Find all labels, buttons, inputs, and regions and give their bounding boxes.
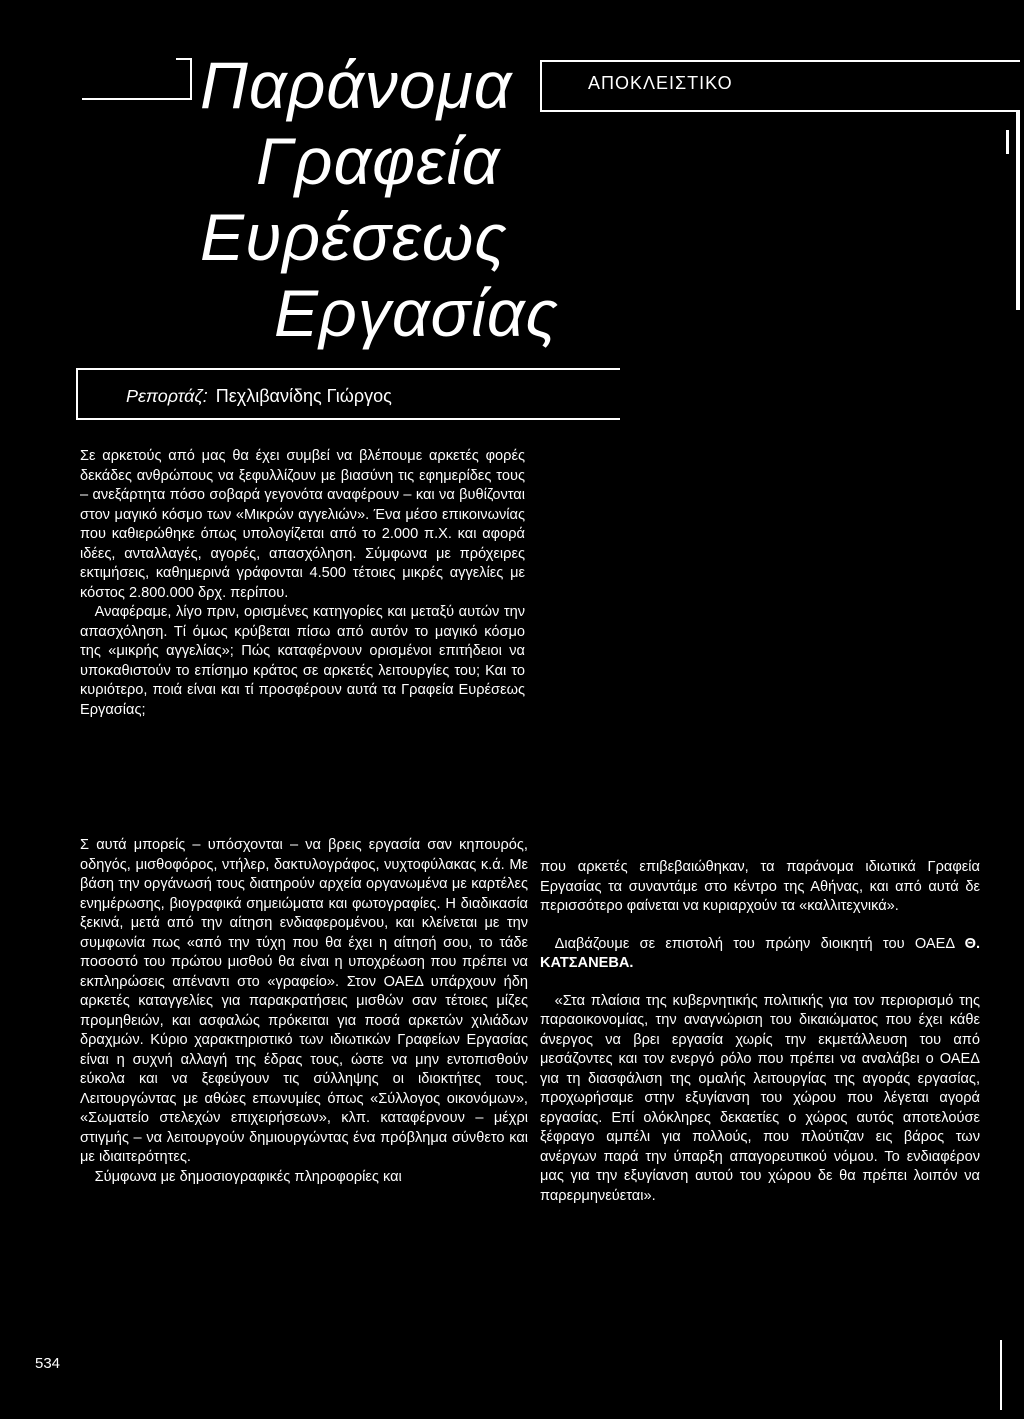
left-paragraph-1: Σ αυτά μπορείς – υπόσχονται – να βρεις εργασία σαν κηπουρός, οδηγός, μισθοφόρος, ντήλερ, δακτυλογράφος, νυχτοφύλακας κ.ά. Με βάση την οργάνωσή τους διατηρούν αρχεία οργανωμένα με καρτέλες ενημέρωσης, βιογραφικά σημειώματα και φωτογραφίες. Η διαδικασία ξεκινά, μετά από την αίτηση ενδιαφερομένου, και κλείνεται με την συμφωνία πως «από την τύχη που θα έχει η αίτησή σου, το τάδε ποσοστό του πρώτου μισθού θα είναι η υποχρέωση που πρέπει να εκπληρώσεις απέναντι στο «γραφείο». Στον ΟΑΕΔ υπάρχουν ήδη αρκετές καταγγελίες για παρακρατήσεις μισθών σαν τέτοιες μίζες προμηθειών, και ασφαλώς πρόκειται για ποσά αρκετών χιλιάδων δραχμών. Κύριο χαρακτηριστικό των ιδιωτικών Γραφείων Εργασίας είναι η συχνή αλλαγή της έδρας τους, ώστε να μην εντοπισθούν εύκολα και να ξεφεύγουν τις σύλληψης οι ιδιοκτήτες τους. Λειτουργώντας με αθώες επωνυμίες όπως «Σύλλογος οικονόμων», «Σωματείο στελεχών επιχειρήσεων», κλπ. καταφέρνουν – μέχρι στιγμής – να λειτουργούν δημιουργώντας ένα πρόβλημα σύνθετο και με ιδιαιτερότητες. bbox=[80, 837, 528, 1165]
left-paragraph-2: Σύμφωνα με δημοσιογραφικές πληροφορίες και bbox=[94, 1168, 402, 1185]
headline-line-3: Ευρέσεως bbox=[200, 200, 508, 274]
byline-author: Πεχλιβανίδης Γιώργος bbox=[215, 386, 392, 406]
bottom-rule bbox=[1000, 1340, 1002, 1410]
title-rule bbox=[82, 98, 190, 100]
edge-bar bbox=[1016, 110, 1020, 310]
right-paragraph-3: «Στα πλαίσια της κυβερνητικής πολιτικής για τον περιορισμό της παραοικονομίας, την αναγνώριση του δικαιώματος που έχει κάθε άνεργος να βρει εργασία χωρίς την εκμετάλλευση του από μεσάζοντες και τον ενεργό ρόλο που πρέπει να αναλάβει ο ΟΑΕΔ για τη διασφάλιση της ομαλής λειτουργίας της αγοράς εργασίας, προχωρήσαμε στην εξυγίανση του χώρου που λέγεται αγορά εργασίας. Επί ολόκληρες δεκαετίες ο χώρος αυτός αποτελούσε ξέφραγο αμπέλι για πολλούς, που πλούτιζαν εις βάρος των ανέργων παρά την ύπαρξη απαγορευτικού νόμου. Το ενδιαφέρον μας για την εξυγίανση αυτού του χώρου δε θα πρέπει λοιπόν να παρερμηνεύεται». bbox=[540, 992, 980, 1204]
headline-line-1: Παράνομα bbox=[200, 48, 513, 122]
intro-text bbox=[80, 447, 525, 720]
letter-author: Θ. ΚΑΤΣΑΝΕΒΑ. bbox=[540, 935, 980, 971]
exclusive-label: ΑΠΟΚΛΕΙΣΤΙΚΟ bbox=[588, 73, 733, 93]
headline-line-4: Εργασίας bbox=[274, 276, 559, 350]
title-bracket bbox=[176, 58, 192, 100]
page-number: 534 bbox=[35, 1355, 61, 1372]
left-column bbox=[80, 836, 528, 1187]
intro-paragraph-2: Αναφέραμε, λίγο πριν, ορισμένες κατηγορίες και μεταξύ αυτών την απασχόληση. Τί όμως κρύβεται πίσω από αυτόν το μαγικό κόσμο της «μικρής αγγελίας»; Πώς καταφέρνουν ορισμένοι επιτήδειοι να υποκαθιστούν το επίσημο κράτος σε αρκετές λειτουργίες του; Και το κυριότερο, ποιά είναι και τί προσφέρουν αυτά τα Γραφεία Ευρέσεως Εργασίας; bbox=[80, 604, 525, 718]
byline-label: Ρεπορτάζ: bbox=[126, 386, 208, 406]
edge-tick bbox=[1006, 130, 1009, 154]
right-paragraph-1: που αρκετές επιβεβαιώθηκαν, τα παράνομα ιδιωτικά Γραφεία Εργασίας τα συναντάμε στο κέντρο της Αθήνας, και από αυτά δε περισσότερο φαίνεται να κυριαρχούν τα «καλλιτεχνικά». bbox=[540, 859, 980, 914]
headline-line-2: Γραφεία bbox=[256, 124, 501, 198]
letter-intro: Διαβάζουμε σε επιστολή του πρώην διοικητή του ΟΑΕΔ bbox=[554, 935, 965, 952]
right-column bbox=[540, 858, 980, 1224]
byline bbox=[126, 386, 392, 407]
intro-paragraph-1: Σε αρκετούς από μας θα έχει συμβεί να βλέπουμε αρκετές φορές δεκάδες ανθρώπους να ξεφυλλίζουν με βιασύνη τις εφημερίδες τους – ανεξάρτητα πόσο σοβαρά γεγονότα αναφέρουν – και να βυθίζονται στον μαγικό κόσμο των «Μικρών αγγελιών». Ένα μέσο επικοινωνίας που καθιερώθηκε όπως υπολογίζεται από το 2.000 π.Χ. και αφορά ιδέες, ανταλλαγές, αγορές, απασχόληση. Σύμφωνα με πρόχειρες εκτιμήσεις, καθημερινά γράφονται 4.500 τέτοιες μικρές αγγελίες με κόστος 2.800.000 δρχ. περίπου. bbox=[80, 448, 525, 601]
right-paragraph-2 bbox=[540, 935, 980, 974]
